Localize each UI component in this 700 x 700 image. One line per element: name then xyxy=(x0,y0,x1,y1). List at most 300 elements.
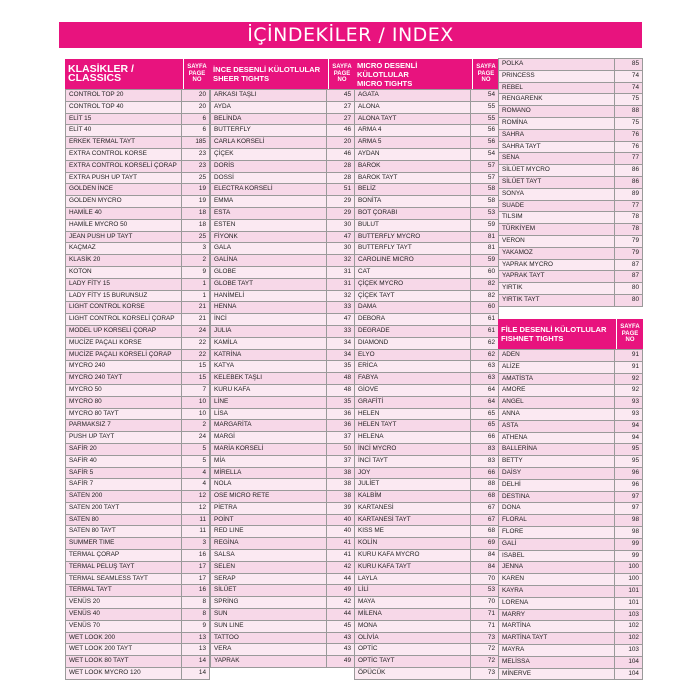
product-name: CARLA KORSELİ xyxy=(211,137,327,149)
product-name: ELYO xyxy=(355,349,471,361)
page-number: 22 xyxy=(182,349,210,361)
page-number: 59 xyxy=(471,219,499,231)
page-number: 12 xyxy=(182,491,210,503)
page-no-header-line: PAGE xyxy=(188,70,206,77)
page-number: 65 xyxy=(471,408,499,420)
table-row xyxy=(499,668,643,680)
table-row xyxy=(499,444,643,456)
column-header xyxy=(210,59,355,89)
product-name: KLASİK 20 xyxy=(66,255,182,267)
table-row xyxy=(499,129,643,141)
table-row xyxy=(66,302,210,314)
table-row xyxy=(66,550,210,562)
table-row xyxy=(66,561,210,573)
product-name: FABYA xyxy=(355,373,471,385)
page-number: 103 xyxy=(615,644,643,656)
table-row xyxy=(211,207,355,219)
table-row xyxy=(499,70,643,82)
product-name: LİNE xyxy=(211,396,327,408)
table-row xyxy=(66,609,210,621)
table-row xyxy=(355,609,499,621)
product-name: LADY FİTY 15 xyxy=(66,278,182,290)
index-column xyxy=(498,58,643,307)
page-number: 44 xyxy=(327,609,355,621)
page-number: 20 xyxy=(182,90,210,102)
product-name: GALİ xyxy=(499,538,615,550)
product-name: VENÜS 70 xyxy=(66,620,182,632)
index-table xyxy=(498,349,643,680)
index-column xyxy=(210,59,355,668)
column-header xyxy=(498,319,643,349)
page-number: 76 xyxy=(615,129,643,141)
table-row xyxy=(499,621,643,633)
page-number: 77 xyxy=(615,153,643,165)
table-row xyxy=(211,325,355,337)
page-number: 18 xyxy=(182,219,210,231)
product-name: TERMAL ÇORAP xyxy=(66,550,182,562)
product-name: ASTA xyxy=(499,420,615,432)
column-title-line: SHEER TIGHTS xyxy=(213,74,270,83)
page-number: 91 xyxy=(615,350,643,362)
table-row xyxy=(355,668,499,680)
product-name: OSE MICRO RETE xyxy=(211,491,327,503)
product-name: ARKASI TAŞLI xyxy=(211,90,327,102)
page-number: 81 xyxy=(471,243,499,255)
table-row xyxy=(66,290,210,302)
product-name: BOT ÇORABI xyxy=(355,207,471,219)
table-row xyxy=(211,479,355,491)
product-name: SONYA xyxy=(499,188,615,200)
table-row xyxy=(355,526,499,538)
product-name: ANNA xyxy=(499,408,615,420)
table-row xyxy=(211,514,355,526)
page-number: 81 xyxy=(471,231,499,243)
product-name: MİLENA xyxy=(355,609,471,621)
page-number: 34 xyxy=(327,349,355,361)
table-row xyxy=(66,656,210,668)
table-row xyxy=(499,408,643,420)
table-row xyxy=(499,212,643,224)
table-row xyxy=(355,384,499,396)
product-name: OPTİC TAYT xyxy=(355,656,471,668)
product-name: OPTİC xyxy=(355,644,471,656)
page-number: 62 xyxy=(471,337,499,349)
table-row xyxy=(499,479,643,491)
page-number: 79 xyxy=(615,247,643,259)
page-number: 6 xyxy=(182,125,210,137)
page-number: 20 xyxy=(327,137,355,149)
table-row xyxy=(499,597,643,609)
table-row xyxy=(66,160,210,172)
page-number: 25 xyxy=(182,231,210,243)
table-row xyxy=(211,384,355,396)
page-number: 33 xyxy=(327,325,355,337)
page-no-header xyxy=(616,319,643,349)
product-name: BELİNDA xyxy=(211,113,327,125)
page-number: 8 xyxy=(182,609,210,621)
page-no-header-line: SAYFA xyxy=(332,64,352,71)
product-name: WET LOOK 200 TAYT xyxy=(66,644,182,656)
page-number: 37 xyxy=(327,432,355,444)
table-row xyxy=(211,620,355,632)
page-number: 31 xyxy=(327,266,355,278)
table-row xyxy=(499,224,643,236)
product-name: YAPRAK xyxy=(211,656,327,668)
index-table xyxy=(498,58,643,307)
table-row xyxy=(211,255,355,267)
product-name: YIRTIK TAYT xyxy=(499,294,615,306)
page-number: 2 xyxy=(182,255,210,267)
table-row xyxy=(211,243,355,255)
product-name: ELİT 40 xyxy=(66,125,182,137)
product-name: AYDAN xyxy=(355,148,471,160)
product-name: SAFİR 20 xyxy=(66,443,182,455)
table-row xyxy=(211,302,355,314)
page-number: 41 xyxy=(327,538,355,550)
product-name: SİLÜET xyxy=(211,585,327,597)
product-name: MYCRO 80 TAYT xyxy=(66,408,182,420)
product-name: MYCRO 80 xyxy=(66,396,182,408)
table-row xyxy=(355,432,499,444)
table-row xyxy=(499,283,643,295)
column-title-line: MICRO TIGHTS xyxy=(357,78,413,88)
product-name: ESTEN xyxy=(211,219,327,231)
table-row xyxy=(499,247,643,259)
page-number: 20 xyxy=(182,101,210,113)
product-name: ALİZE xyxy=(499,361,615,373)
page-number: 15 xyxy=(182,361,210,373)
table-row xyxy=(499,141,643,153)
table-row xyxy=(211,455,355,467)
table-row xyxy=(211,644,355,656)
product-name: SELEN xyxy=(211,561,327,573)
product-name: TERMAL PELUŞ TAYT xyxy=(66,561,182,573)
table-row xyxy=(355,314,499,326)
product-name: DIAMOND xyxy=(355,337,471,349)
table-row xyxy=(211,550,355,562)
table-row xyxy=(211,538,355,550)
product-name: OLİVİA xyxy=(355,632,471,644)
product-name: KARTANESİ TAYT xyxy=(355,514,471,526)
page-number: 94 xyxy=(615,432,643,444)
page-number: 57 xyxy=(471,172,499,184)
table-row xyxy=(355,491,499,503)
page-number: 7 xyxy=(182,384,210,396)
table-row xyxy=(211,597,355,609)
page-number: 31 xyxy=(327,278,355,290)
page-number: 16 xyxy=(182,550,210,562)
table-row xyxy=(499,385,643,397)
index-column xyxy=(498,319,643,680)
table-row xyxy=(499,200,643,212)
table-row xyxy=(211,314,355,326)
index-table xyxy=(210,89,355,668)
page-number: 27 xyxy=(327,113,355,125)
table-row xyxy=(355,243,499,255)
product-name: DEGRADE xyxy=(355,325,471,337)
table-row xyxy=(211,160,355,172)
page-number: 65 xyxy=(471,420,499,432)
product-name: DONA xyxy=(499,503,615,515)
table-row xyxy=(211,172,355,184)
product-name: MODEL UP KORSELİ ÇORAP xyxy=(66,325,182,337)
product-name: BAROK TAYT xyxy=(355,172,471,184)
table-row xyxy=(355,90,499,102)
page-number: 21 xyxy=(182,302,210,314)
product-name: LORENA xyxy=(499,597,615,609)
column-title-line: FİLE DESENLİ KÜLOTLULAR xyxy=(501,325,607,334)
product-name: HAMİLE MYCRO 50 xyxy=(66,219,182,231)
product-name: MİNERVE xyxy=(499,668,615,680)
table-row xyxy=(66,585,210,597)
table-row xyxy=(66,373,210,385)
table-row xyxy=(211,184,355,196)
table-row xyxy=(499,397,643,409)
product-name: FLORE xyxy=(499,526,615,538)
table-row xyxy=(355,184,499,196)
product-name: SATEN 80 TAYT xyxy=(66,526,182,538)
product-name: BETTY xyxy=(499,456,615,468)
page-number: 79 xyxy=(615,235,643,247)
product-name: MUCİZE PAÇALI KORSE xyxy=(66,337,182,349)
page-number: 83 xyxy=(471,443,499,455)
table-row xyxy=(355,597,499,609)
product-name: ERKEK TERMAL TAYT xyxy=(66,137,182,149)
table-row xyxy=(355,420,499,432)
table-row xyxy=(66,384,210,396)
table-row xyxy=(66,137,210,149)
product-name: SUMMER TIME xyxy=(66,538,182,550)
page-number: 30 xyxy=(327,243,355,255)
product-name: TÜRKİYEM xyxy=(499,224,615,236)
table-row xyxy=(211,373,355,385)
product-name: TERMAL SEAMLESS TAYT xyxy=(66,573,182,585)
page-number: 94 xyxy=(615,420,643,432)
page-number: 76 xyxy=(615,141,643,153)
product-name: SAFİR 7 xyxy=(66,479,182,491)
index-column xyxy=(65,59,210,680)
page-number: 17 xyxy=(182,561,210,573)
page-number: 4 xyxy=(182,479,210,491)
product-name: MELİSSA xyxy=(499,656,615,668)
table-row xyxy=(66,432,210,444)
page-number: 98 xyxy=(615,526,643,538)
page-number: 10 xyxy=(182,408,210,420)
page-number: 53 xyxy=(471,207,499,219)
page-number: 13 xyxy=(182,644,210,656)
page-number: 102 xyxy=(615,633,643,645)
product-name: ADEN xyxy=(499,350,615,362)
page-number: 100 xyxy=(615,562,643,574)
page-number: 48 xyxy=(327,373,355,385)
product-name: YAPRAK MYCRO xyxy=(499,259,615,271)
product-name: SATEN 200 TAYT xyxy=(66,502,182,514)
product-name: KARTANESİ xyxy=(355,502,471,514)
page-number: 35 xyxy=(327,396,355,408)
table-row xyxy=(499,526,643,538)
table-row xyxy=(355,656,499,668)
table-row xyxy=(211,561,355,573)
product-name: PARMAKSIZ 7 xyxy=(66,420,182,432)
column-title xyxy=(210,59,328,89)
page-number: 54 xyxy=(471,90,499,102)
product-name: KATRİNA xyxy=(211,349,327,361)
page-number: 80 xyxy=(615,283,643,295)
table-row xyxy=(66,408,210,420)
page-no-header xyxy=(183,59,210,89)
table-row xyxy=(66,325,210,337)
table-row xyxy=(355,573,499,585)
product-name: DELHİ xyxy=(499,479,615,491)
page-number: 95 xyxy=(615,444,643,456)
table-row xyxy=(355,620,499,632)
page-number: 83 xyxy=(471,455,499,467)
table-row xyxy=(355,396,499,408)
table-row xyxy=(499,153,643,165)
table-row xyxy=(66,101,210,113)
product-name: DESTINA xyxy=(499,491,615,503)
product-name: MYCRO 240 xyxy=(66,361,182,373)
table-row xyxy=(499,106,643,118)
table-row xyxy=(66,196,210,208)
page-number: 29 xyxy=(327,207,355,219)
page-number: 16 xyxy=(182,585,210,597)
table-row xyxy=(66,514,210,526)
product-name: KISS ME xyxy=(355,526,471,538)
page-number: 92 xyxy=(615,385,643,397)
column-title-line: MICRO DESENLİ KÜLOTLULAR xyxy=(357,60,418,79)
product-name: WET LOOK 200 xyxy=(66,632,182,644)
product-name: MONA xyxy=(355,620,471,632)
page-number: 29 xyxy=(327,196,355,208)
page-number: 21 xyxy=(182,314,210,326)
table-row xyxy=(355,137,499,149)
table-row xyxy=(211,502,355,514)
product-name: İNCİ MYCRO xyxy=(355,443,471,455)
table-row xyxy=(355,550,499,562)
page-number: 49 xyxy=(327,585,355,597)
product-name: İNCİ TAYT xyxy=(355,455,471,467)
product-name: MARTİNA xyxy=(499,621,615,633)
page-number: 5 xyxy=(182,443,210,455)
page-number: 100 xyxy=(615,574,643,586)
product-name: AGATA xyxy=(355,90,471,102)
page-number: 28 xyxy=(327,172,355,184)
product-name: POİNT xyxy=(211,514,327,526)
page-number: 69 xyxy=(471,538,499,550)
page-number: 73 xyxy=(471,668,499,680)
page-number: 25 xyxy=(182,172,210,184)
table-row xyxy=(355,113,499,125)
page-number: 6 xyxy=(182,113,210,125)
table-row xyxy=(66,420,210,432)
product-name: ÖPÜCÜK xyxy=(355,668,471,680)
page-number: 11 xyxy=(182,526,210,538)
product-name: ALONA TAYT xyxy=(355,113,471,125)
product-name: CONTROL TOP 20 xyxy=(66,90,182,102)
table-row xyxy=(499,585,643,597)
table-row xyxy=(499,467,643,479)
column-title-line: FISHNET TIGHTS xyxy=(501,334,564,343)
column-header xyxy=(354,59,499,89)
table-row xyxy=(499,259,643,271)
page-number: 78 xyxy=(615,212,643,224)
table-row xyxy=(499,235,643,247)
table-row xyxy=(211,432,355,444)
product-name: GOLDEN İNCE xyxy=(66,184,182,196)
page-number: 46 xyxy=(327,148,355,160)
page-no-header xyxy=(472,59,499,89)
product-name: ATHENA xyxy=(499,432,615,444)
page-number: 46 xyxy=(327,125,355,137)
table-row xyxy=(66,266,210,278)
page-number: 66 xyxy=(471,467,499,479)
product-name: GLOBE TAYT xyxy=(211,278,327,290)
column-title xyxy=(65,59,183,89)
table-row xyxy=(499,188,643,200)
table-row xyxy=(355,337,499,349)
page-number: 71 xyxy=(471,620,499,632)
table-row xyxy=(355,231,499,243)
table-row xyxy=(499,574,643,586)
page-number: 3 xyxy=(182,243,210,255)
product-name: HENNA xyxy=(211,302,327,314)
product-name: KALBİM xyxy=(355,491,471,503)
page-number: 45 xyxy=(327,90,355,102)
page-number: 58 xyxy=(471,196,499,208)
product-name: REGİNA xyxy=(211,538,327,550)
table-row xyxy=(66,219,210,231)
page-number: 14 xyxy=(182,668,210,680)
product-name: GLOBE xyxy=(211,266,327,278)
table-row xyxy=(355,255,499,267)
page-number: 103 xyxy=(615,609,643,621)
table-row xyxy=(66,278,210,290)
product-name: MARGARİTA xyxy=(211,420,327,432)
page-number: 27 xyxy=(327,101,355,113)
table-row xyxy=(355,361,499,373)
page-number: 70 xyxy=(471,597,499,609)
product-name: YIRTIK xyxy=(499,283,615,295)
page-number: 93 xyxy=(615,397,643,409)
page-number: 47 xyxy=(327,231,355,243)
product-name: HELEN TAYT xyxy=(355,420,471,432)
table-row xyxy=(211,337,355,349)
page-no-header-line: NO xyxy=(192,77,202,84)
product-name: MUCİZE PAÇALI KORSELİ ÇORAP xyxy=(66,349,182,361)
product-name: JOY xyxy=(355,467,471,479)
page-number: 84 xyxy=(471,561,499,573)
table-row xyxy=(66,467,210,479)
page-number: 71 xyxy=(471,609,499,621)
table-row xyxy=(211,148,355,160)
table-row xyxy=(355,290,499,302)
table-row xyxy=(211,137,355,149)
product-name: ANGEL xyxy=(499,397,615,409)
product-name: RENGARENK xyxy=(499,94,615,106)
table-row xyxy=(355,585,499,597)
page-number: 80 xyxy=(615,294,643,306)
page-number: 33 xyxy=(327,302,355,314)
table-row xyxy=(211,396,355,408)
product-name: LAYLA xyxy=(355,573,471,585)
table-row xyxy=(66,620,210,632)
product-name: PUSH UP TAYT xyxy=(66,432,182,444)
product-name: FLORAL xyxy=(499,515,615,527)
page-number: 42 xyxy=(327,597,355,609)
page-number: 53 xyxy=(471,585,499,597)
table-row xyxy=(499,176,643,188)
